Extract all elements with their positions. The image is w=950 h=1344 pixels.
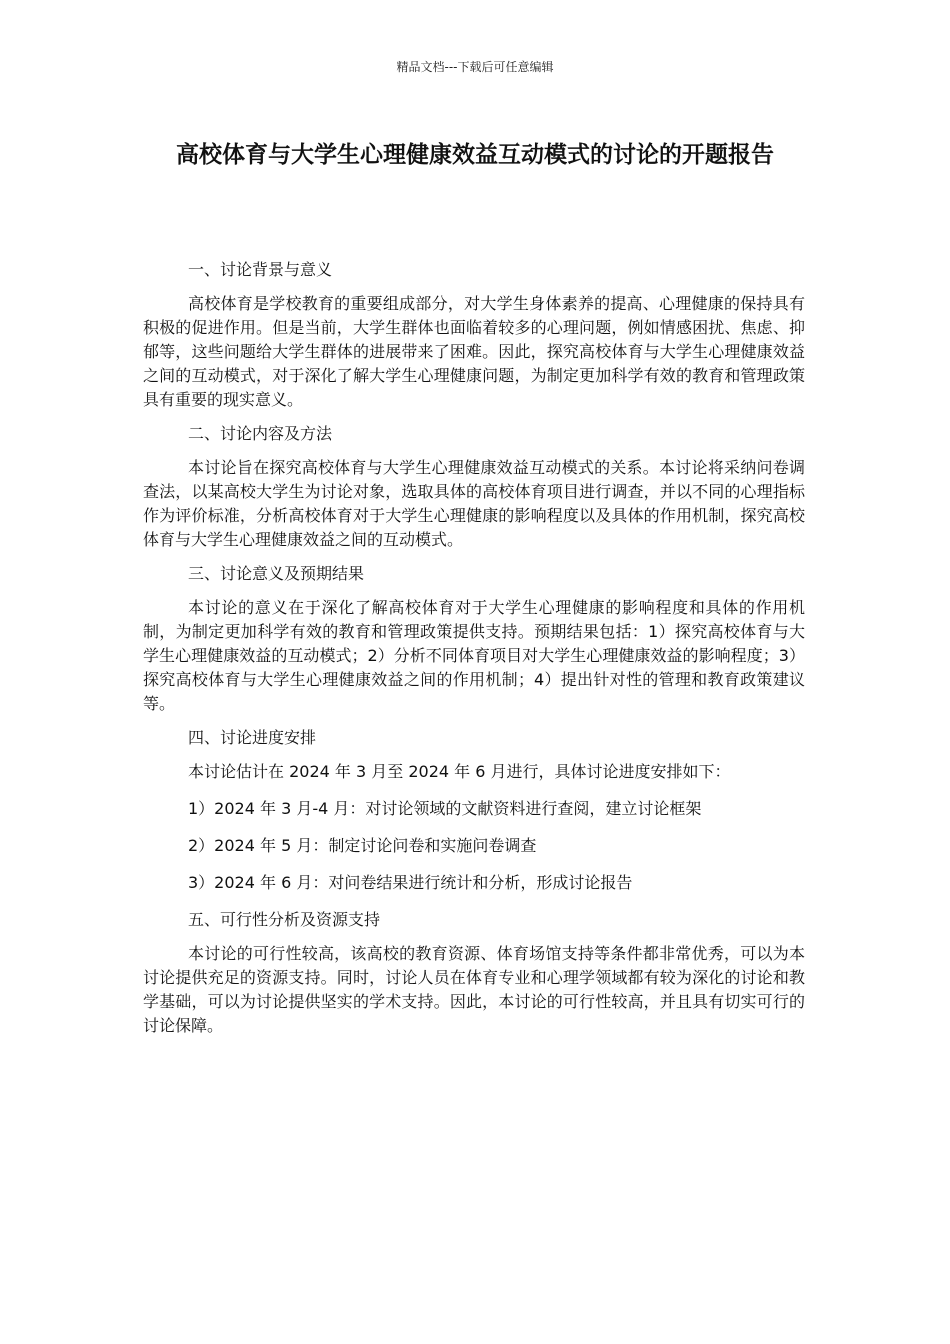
section-heading-significance-results: 三、讨论意义及预期结果 (188, 564, 365, 583)
paragraph-background: 高校体育是学校教育的重要组成部分，对大学生身体素养的提高、心理健康的保持具有积极的促进作用。但是当前，大学生群体也面临着较多的心理问题，例如情感困扰、焦虑、抑郁等，这些问题给大学生群体的进展带来了困难。因此，探究高校体育与大学生心理健康效益之间的互动模式，对于深化了解大学生心理健康问题，为制定更加科学有效的教育和管理政策具有重要的现实意义。 (143, 294, 805, 409)
header-note: 精品文档---下载后可任意编辑 (396, 60, 554, 74)
paragraph-feasibility: 本讨论的可行性较高，该高校的教育资源、体育场馆支持等条件都非常优秀，可以为本讨论提供充足的资源支持。同时，讨论人员在体育专业和心理学领域都有较为深化的讨论和教学基础，可以为讨论提供坚实的学术支持。因此，本讨论的可行性较高，并且具有切实可行的讨论保障。 (143, 944, 805, 1035)
schedule-item: 3）2024 年 6 月：对问卷结果进行统计和分析，形成讨论报告 (188, 873, 633, 892)
document-body (143, 258, 805, 1048)
section-heading-background: 一、讨论背景与意义 (188, 260, 333, 279)
section-heading-content-method: 二、讨论内容及方法 (188, 424, 333, 443)
schedule-item: 2）2024 年 5 月：制定讨论问卷和实施问卷调查 (188, 836, 537, 855)
section-heading-schedule: 四、讨论进度安排 (188, 728, 317, 747)
section-heading-feasibility: 五、可行性分析及资源支持 (188, 910, 381, 929)
schedule-item: 1）2024 年 3 月-4 月：对讨论领域的文献资料进行查阅，建立讨论框架 (188, 799, 702, 818)
schedule-intro: 本讨论估计在 2024 年 3 月至 2024 年 6 月进行，具体讨论进度安排如下： (188, 762, 731, 781)
document-title: 高校体育与大学生心理健康效益互动模式的讨论的开题报告 (176, 142, 774, 168)
paragraph-content-method: 本讨论旨在探究高校体育与大学生心理健康效益互动模式的关系。本讨论将采纳问卷调查法，以某高校大学生为讨论对象，选取具体的高校体育项目进行调查，并以不同的心理指标作为评价标准，分析高校体育对于大学生心理健康的影响程度以及具体的作用机制，探究高校体育与大学生心理健康效益之间的互动模式。 (143, 458, 805, 549)
paragraph-significance-results: 本讨论的意义在于深化了解高校体育对于大学生心理健康的影响程度和具体的作用机制，为制定更加科学有效的教育和管理政策提供支持。预期结果包括：1）探究高校体育与大学生心理健康效益的互动模式；2）分析不同体育项目对大学生心理健康效益的影响程度；3）探究高校体育与大学生心理健康效益之间的作用机制；4）提出针对性的管理和教育政策建议等。 (143, 598, 805, 713)
